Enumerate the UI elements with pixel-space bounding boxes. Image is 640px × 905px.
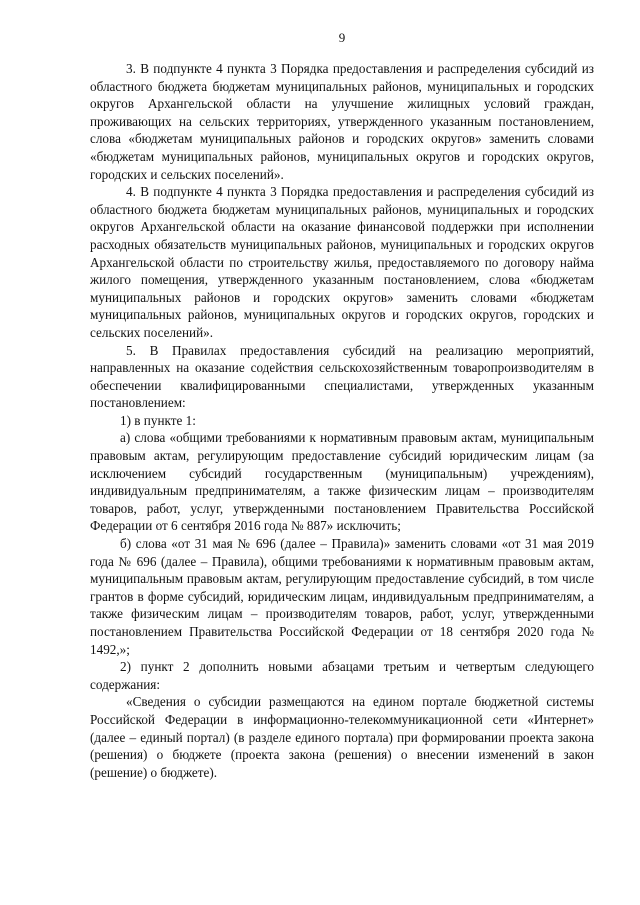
subitem-2: 2) пункт 2 дополнить новыми абзацами третьим и четвертым следующего содержания:	[90, 659, 594, 692]
subitem-1b: б) слова «от 31 мая № 696 (далее – Правила)» заменить словами «от 31 мая 2019 года № 696 (далее – Правила), общими требованиями к нормативным правовым актам, муниципальным правовым актам, регулирующим предоставление субсидий, в том числе грантов в форме субсидий, юридическим лицам, индивидуальным предпринимателям, а также физическим лицам – производителям товаров, работ, услуг, утвержденными постановлением Правительства Российской Федерации от 18 сентября 2020 года № 1492,»;	[90, 536, 594, 657]
quoted-paragraph: «Сведения о субсидии размещаются на едином портале бюджетной системы Российской Федерации в информационно-телекоммуникационной сети «Интернет» (далее – единый портал) (в разделе единого портала) при формировании проекта закона (решения) о бюджете (проекта закона (решения) о внесении изменений в закон (решение) о бюджете).	[90, 694, 594, 780]
paragraph-4: 4. В подпункте 4 пункта 3 Порядка предоставления и распределения субсидий из областного бюджета бюджетам муниципальных районов, муниципальных и городских округов Архангельской области на оказание финансовой поддержки при исполнении расходных обязательств муниципальных районов, муниципальных и городских округов Архангельской области по строительству жилья, предоставляемого по договору найма жилого помещения, утвержденного указанным постановлением, слова «бюджетам муниципальных районов и городских округов» заменить словами «бюджетам муниципальных районов, муниципальных округов и городских округов, городских и сельских поселений».	[90, 184, 594, 340]
subitem-1: 1) в пункте 1:	[120, 412, 196, 428]
paragraph-3: 3. В подпункте 4 пункта 3 Порядка предоставления и распределения субсидий из областного бюджета бюджетам муниципальных районов, муниципальных и городских округов Архангельской области на улучшение жилищных условий граждан, проживающих на сельских территориях, утвержденного указанным постановлением, слова «бюджетам муниципальных районов и городских округов» заменить словами «бюджетам муниципальных районов, муниципальных округов и городских округов, городских и сельских поселений».	[90, 61, 594, 182]
page-number: 9	[338, 30, 346, 45]
subitem-1a: а) слова «общими требованиями к нормативным правовым актам, муниципальным правовым актам, регулирующим предоставление субсидий юридическим лицам (за исключением субсидий государственным (муниципальным) учреждениям), индивидуальным предпринимателям, а также физическим лицам – производителям товаров, работ, услуг, утвержденными постановлением Правительства Российской Федерации от 6 сентября 2016 года № 887» исключить;	[90, 430, 594, 534]
paragraph-5: 5. В Правилах предоставления субсидий на реализацию мероприятий, направленных на оказание содействия сельскохозяйственным товаропроизводителям в обеспечении квалифицированными специалистами, утвержденных указанным постановлением:	[90, 342, 594, 411]
